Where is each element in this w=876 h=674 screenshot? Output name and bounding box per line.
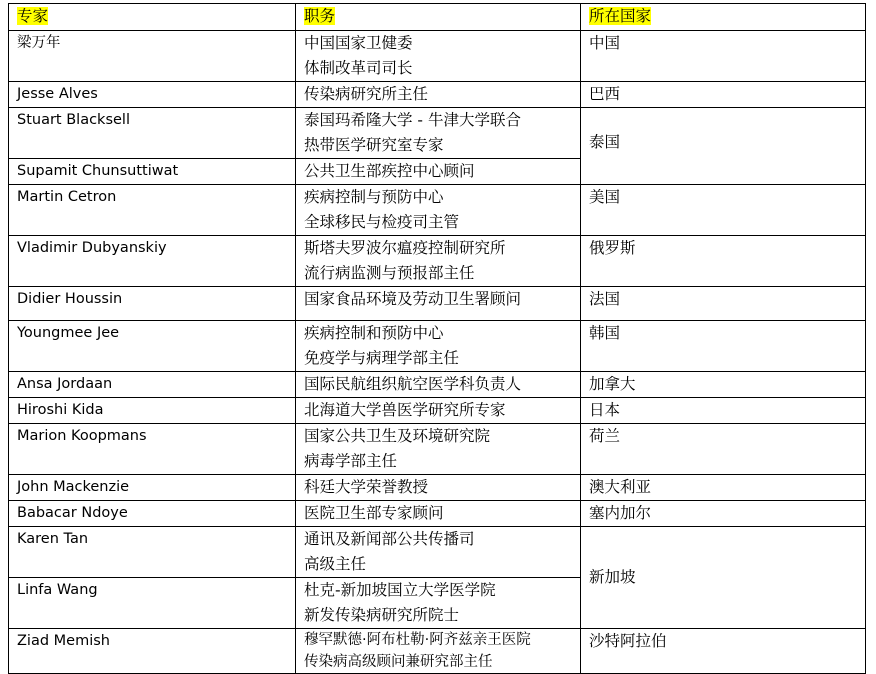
- expert-name: Martin Cetron: [9, 185, 296, 236]
- expert-position: [296, 321, 581, 372]
- position-line: 新发传染病研究所院士: [304, 606, 460, 624]
- expert-name: Youngmee Jee: [9, 321, 296, 372]
- position-line: 通讯及新闻部公共传播司: [304, 530, 475, 548]
- position-line: 体制改革司司长: [304, 59, 413, 77]
- expert-position: [296, 501, 581, 527]
- expert-position: [296, 475, 581, 501]
- header-cell-country: [581, 4, 866, 31]
- header-expert: 专家: [17, 7, 49, 25]
- expert-name: 梁万年: [9, 31, 296, 82]
- expert-country: 荷兰: [581, 424, 866, 475]
- expert-name: Vladimir Dubyanskiy: [9, 236, 296, 287]
- position-line: 医院卫生部专家顾问: [304, 504, 444, 522]
- table-row: [9, 424, 866, 475]
- expert-country: 日本: [581, 398, 866, 424]
- expert-position: [296, 629, 581, 674]
- expert-country: 澳大利亚: [581, 475, 866, 501]
- position-line: 疾病控制与预防中心: [304, 188, 444, 206]
- header-row: [9, 4, 866, 31]
- expert-country: 沙特阿拉伯: [581, 629, 866, 674]
- expert-name: Ziad Memish: [9, 629, 296, 674]
- expert-position: [296, 578, 581, 629]
- position-line: 传染病高级顾问兼研究部主任: [304, 654, 493, 670]
- expert-position: [296, 372, 581, 398]
- table-row: [9, 475, 866, 501]
- position-line: 免疫学与病理学部主任: [304, 349, 460, 367]
- position-line: 北海道大学兽医学研究所专家: [304, 401, 506, 419]
- position-line: 中国国家卫健委: [304, 34, 413, 52]
- table-row: [9, 31, 866, 82]
- expert-name: Babacar Ndoye: [9, 501, 296, 527]
- expert-country: 塞内加尔: [581, 501, 866, 527]
- expert-position: [296, 108, 581, 159]
- expert-country: 泰国: [581, 108, 866, 185]
- table-row: [9, 527, 866, 578]
- position-line: 热带医学研究室专家: [304, 136, 444, 154]
- position-line: 疾病控制和预防中心: [304, 324, 444, 342]
- expert-position: [296, 527, 581, 578]
- table-row: [9, 287, 866, 321]
- expert-name: Stuart Blacksell: [9, 108, 296, 159]
- expert-position: [296, 236, 581, 287]
- position-line: 国家公共卫生及环境研究院: [304, 427, 491, 445]
- table-row: [9, 236, 866, 287]
- expert-position: [296, 424, 581, 475]
- expert-name: Ansa Jordaan: [9, 372, 296, 398]
- expert-name: Didier Houssin: [9, 287, 296, 321]
- expert-country: 中国: [581, 31, 866, 82]
- expert-name: John Mackenzie: [9, 475, 296, 501]
- expert-name: Jesse Alves: [9, 82, 296, 108]
- expert-name: Supamit Chunsuttiwat: [9, 159, 296, 185]
- expert-name: Marion Koopmans: [9, 424, 296, 475]
- position-line: 泰国玛希隆大学 - 牛津大学联合: [304, 111, 521, 129]
- table-row: [9, 108, 866, 159]
- position-line: 高级主任: [304, 555, 367, 573]
- expert-country: 加拿大: [581, 372, 866, 398]
- expert-position: [296, 185, 581, 236]
- table-row: [9, 185, 866, 236]
- table-row: [9, 501, 866, 527]
- position-line: 全球移民与检疫司主管: [304, 213, 460, 231]
- table-row: [9, 82, 866, 108]
- table-row: [9, 629, 866, 674]
- position-line: 杜克-新加坡国立大学医学院: [304, 581, 496, 599]
- expert-name: Hiroshi Kida: [9, 398, 296, 424]
- position-line: 国家食品环境及劳动卫生署顾问: [304, 290, 522, 308]
- expert-position: [296, 287, 581, 321]
- experts-table: [8, 3, 866, 674]
- position-line: 流行病监测与预报部主任: [304, 264, 475, 282]
- position-line: 科廷大学荣誉教授: [304, 478, 429, 496]
- position-line: 病毒学部主任: [304, 452, 398, 470]
- expert-name: Linfa Wang: [9, 578, 296, 629]
- position-line: 公共卫生部疾控中心顾问: [304, 162, 475, 180]
- expert-country: 美国: [581, 185, 866, 236]
- expert-country: 法国: [581, 287, 866, 321]
- expert-position: [296, 159, 581, 185]
- header-position: 职务: [304, 7, 336, 25]
- position-line: 穆罕默德·阿布杜勒·阿齐兹亲王医院: [304, 632, 531, 648]
- table-row: [9, 372, 866, 398]
- expert-position: [296, 31, 581, 82]
- expert-position: [296, 82, 581, 108]
- table-row: [9, 398, 866, 424]
- position-line: 国际民航组织航空医学科负责人: [304, 375, 522, 393]
- expert-name: Karen Tan: [9, 527, 296, 578]
- expert-country: 韩国: [581, 321, 866, 372]
- header-cell-expert: [9, 4, 296, 31]
- expert-country: 俄罗斯: [581, 236, 866, 287]
- table-row: [9, 321, 866, 372]
- position-line: 传染病研究所主任: [304, 85, 429, 103]
- expert-position: [296, 398, 581, 424]
- position-line: 斯塔夫罗波尔瘟疫控制研究所: [304, 239, 506, 257]
- header-cell-position: [296, 4, 581, 31]
- expert-country: 巴西: [581, 82, 866, 108]
- expert-country: 新加坡: [581, 527, 866, 629]
- header-country: 所在国家: [589, 7, 652, 25]
